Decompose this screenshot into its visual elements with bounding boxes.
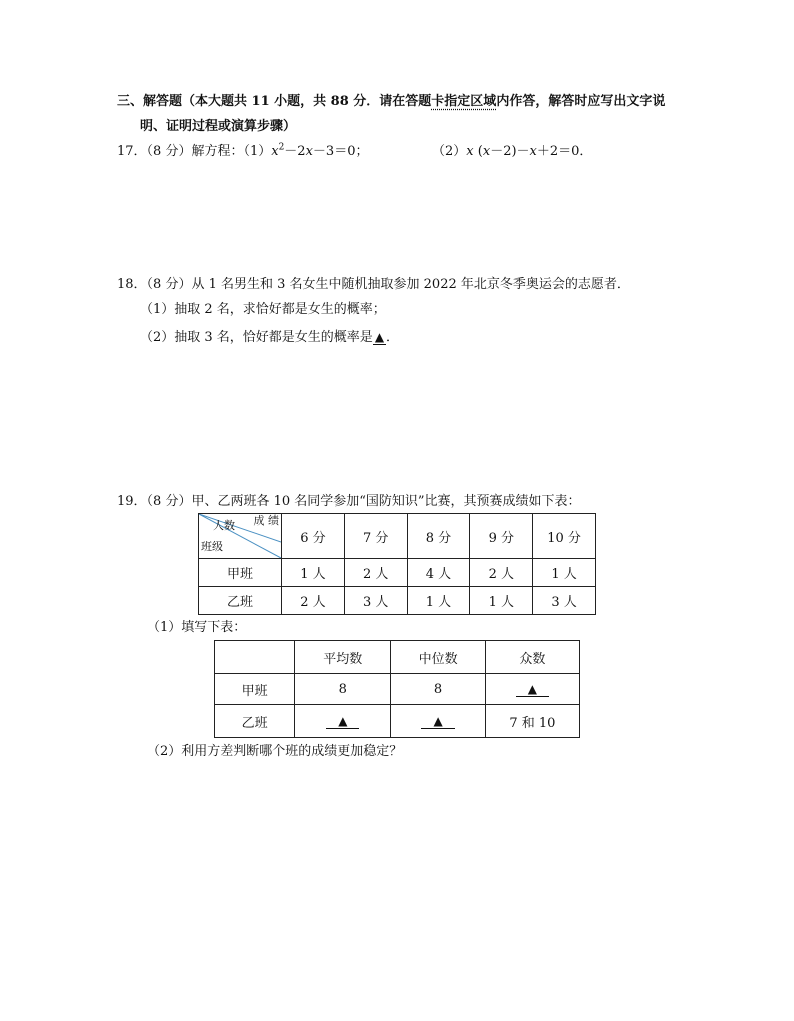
q17-eq2-mid: －2)－ (490, 144, 530, 159)
section-heading-dotted: 卡指定区域 (431, 94, 497, 109)
q17-eq1-x: x (271, 144, 279, 159)
table1-row-label-yi: 乙班 (199, 587, 282, 615)
table1-header-7: 7 分 (344, 514, 407, 559)
statistics-table (214, 640, 580, 738)
table1-header-10: 10 分 (533, 514, 596, 559)
q17-eq1-tail: －3＝0； (312, 144, 369, 159)
section-heading-prefix: 三、解答题（本大题共 11 小题，共 88 分．请在答题 (117, 94, 432, 109)
table-row (215, 705, 580, 738)
section-heading (117, 93, 665, 111)
table-cell: 1 人 (470, 587, 533, 615)
table2-header-mean: 平均数 (295, 641, 391, 674)
yi-mean-blank[interactable]: ▲ (326, 714, 359, 729)
jia-mode-cell (485, 674, 579, 705)
section-heading-suffix: 内作答，解答时应写出文字说 (496, 94, 666, 109)
q18-part1: （1）抽取 2 名，求恰好都是女生的概率； (140, 302, 386, 317)
q18-part2 (140, 329, 399, 347)
table1-corner-cell (199, 514, 282, 559)
q17-part2 (432, 143, 592, 161)
q17-eq1-exp: 2 (278, 142, 285, 153)
table-row (199, 559, 596, 587)
jia-median: 8 (391, 674, 485, 705)
table-cell: 3 人 (344, 587, 407, 615)
q19-stem: 19．（8 分）甲、乙两班各 10 名同学参加“国防知识”比赛，其预赛成绩如下表： (117, 494, 581, 509)
table1-header-6: 6 分 (282, 514, 345, 559)
table2-row-label-jia: 甲班 (215, 674, 295, 705)
table1-corner-mid: 人数 (213, 519, 235, 532)
section-heading-line2: 明、证明过程或演算步骤） (140, 119, 297, 134)
table1-corner-top: 成 绩 (253, 514, 279, 527)
table-cell: 4 人 (407, 559, 470, 587)
yi-mean-cell (295, 705, 391, 738)
table2-header-median: 中位数 (391, 641, 485, 674)
table-cell: 3 人 (533, 587, 596, 615)
table-cell: 1 人 (282, 559, 345, 587)
q18-part2-prefix: （2）抽取 3 名，恰好都是女生的概率是 (140, 330, 373, 345)
table-cell: 2 人 (344, 559, 407, 587)
q18-part2-suffix: ． (386, 330, 400, 345)
jia-mean: 8 (295, 674, 391, 705)
table2-corner (215, 641, 295, 674)
table-cell: 2 人 (282, 587, 345, 615)
q18-stem: 18．（8 分）从 1 名男生和 3 名女生中随机抽取参加 2022 年北京冬季奥运会的志愿者． (117, 277, 630, 292)
q18-answer-blank[interactable]: ▲ (374, 330, 385, 344)
yi-mode: 7 和 10 (485, 705, 579, 738)
q17-eq1-rest: －2 (284, 144, 306, 159)
table-cell: 1 人 (407, 587, 470, 615)
table-cell: 2 人 (470, 559, 533, 587)
q17-part2-label: （2） (432, 144, 467, 159)
table-cell: 1 人 (533, 559, 596, 587)
q17-eq2-paren: ( (473, 144, 483, 159)
table1-corner-bottom: 班级 (201, 540, 223, 553)
table-row (215, 674, 580, 705)
q17-eq2-x: x (466, 144, 474, 159)
q17-eq2-x2: x (482, 144, 491, 159)
table1-header-9: 9 分 (470, 514, 533, 559)
table2-row-label-yi: 乙班 (215, 705, 295, 738)
q17-label: 17．（8 分）解方程：（1） (117, 144, 272, 159)
q17-eq2-x3: x (529, 144, 537, 159)
yi-median-cell (391, 705, 485, 738)
table2-header-mode: 众数 (485, 641, 579, 674)
q19-part2: （2）利用方差判断哪个班的成绩更加稳定？ (147, 744, 403, 759)
yi-median-blank[interactable]: ▲ (421, 714, 454, 729)
score-distribution-table (198, 513, 596, 615)
q19-part1: （1）填写下表： (147, 620, 247, 635)
table-row (199, 587, 596, 615)
q17-stem (117, 143, 368, 161)
q17-eq1-x2: x (305, 144, 313, 159)
table1-header-8: 8 分 (407, 514, 470, 559)
jia-mode-blank[interactable]: ▲ (516, 682, 549, 697)
table1-row-label-jia: 甲班 (199, 559, 282, 587)
q17-eq2-tail: ＋2＝0． (536, 144, 593, 159)
